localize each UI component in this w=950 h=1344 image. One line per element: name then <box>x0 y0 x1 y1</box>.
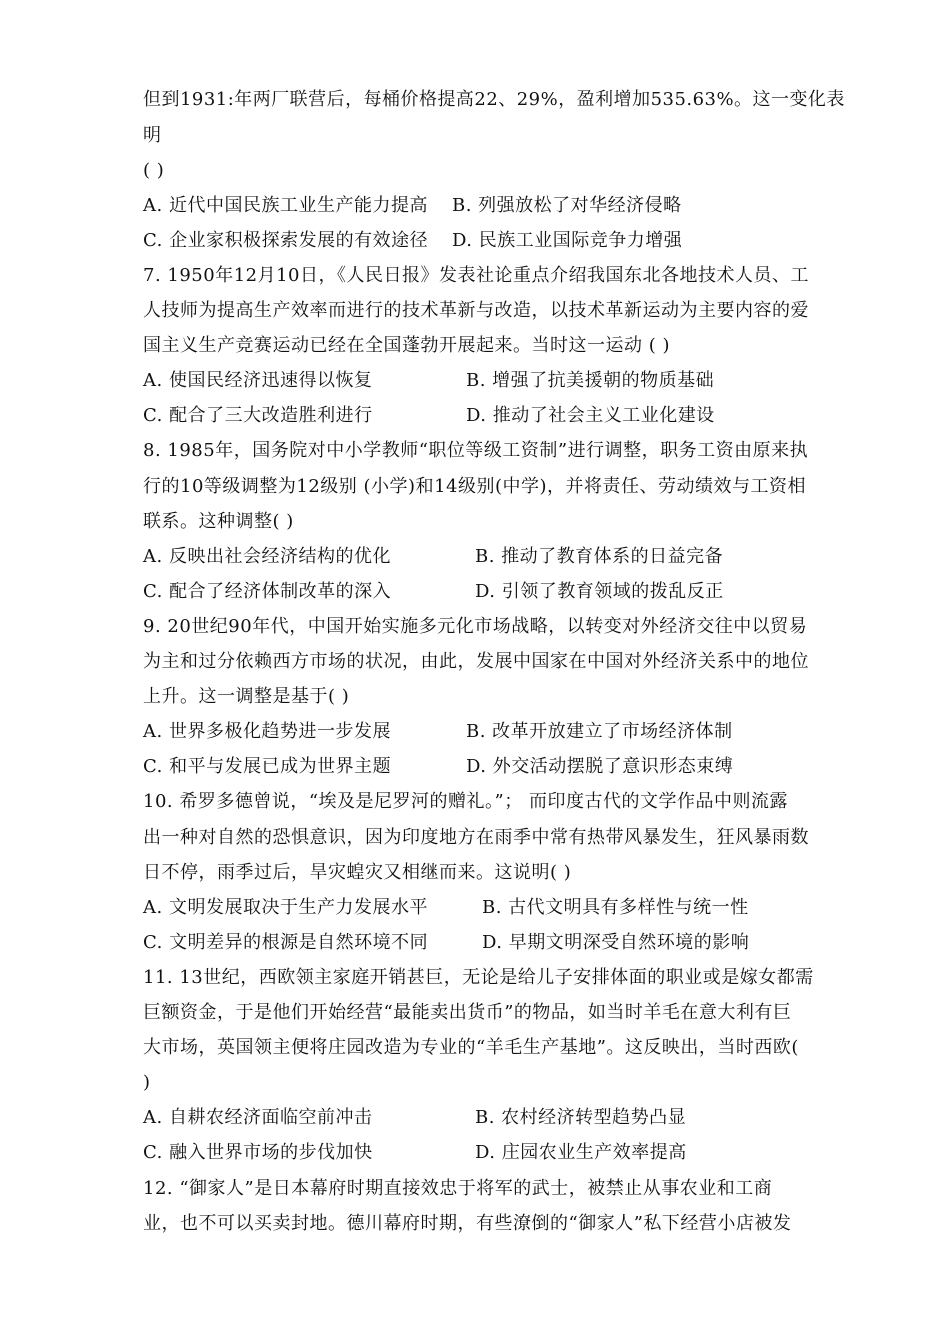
q11-option-d: D. 庄园农业生产效率提高 <box>475 1142 687 1163</box>
q6-option-c: C. 企业家积极探索发展的有效途径 <box>143 230 429 251</box>
q7-option-d: D. 推动了社会主义工业化建设 <box>466 405 715 426</box>
q6-option-a: A. 近代中国民族工业生产能力提高 <box>143 195 428 216</box>
q10-option-d: D. 早期文明深受自然环境的影响 <box>482 932 750 953</box>
q6-stem-line-1: 但到1931:年两厂联营后，每桶价格提高22、29%，盈利增加535.63%。这一变化表 <box>143 89 845 110</box>
q12-stem-line-2: 业，也不可以买卖封地。德川幕府时期，有些潦倒的“御家人”私下经营小店被发 <box>143 1213 792 1234</box>
q8-stem-line-1: 8. 1985年，国务院对中小学教师“职位等级工资制”进行调整，职务工资由原来执 <box>143 440 809 461</box>
q7-option-c: C. 配合了三大改造胜利进行 <box>143 405 373 426</box>
q7-option-a: A. 使国民经济迅速得以恢复 <box>143 370 373 391</box>
q10-option-a: A. 文明发展取决于生产力发展水平 <box>143 897 428 918</box>
q11-stem-line-1: 11. 13世纪，西欧领主家庭开销甚巨，无论是给儿子安排体面的职业或是嫁女都需 <box>143 967 814 988</box>
q9-option-d: D. 外交活动摆脱了意识形态束缚 <box>466 756 734 777</box>
q11-option-c: C. 融入世界市场的步伐加快 <box>143 1142 373 1163</box>
q11-stem-line-2: 巨额资金，于是他们开始经营“最能卖出货币”的物品，如当时羊毛在意大利有巨 <box>143 1002 792 1023</box>
q8-option-a: A. 反映出社会经济结构的优化 <box>143 546 391 567</box>
q8-option-d: D. 引领了教育领域的拨乱反正 <box>475 581 724 602</box>
q7-option-b: B. 增强了抗美援朝的物质基础 <box>466 370 715 391</box>
q6-option-b: B. 列强放松了对华经济侵略 <box>452 195 682 216</box>
q11-option-a: A. 自耕农经济面临空前冲击 <box>143 1107 373 1128</box>
q10-option-b: B. 古代文明具有多样性与统一性 <box>482 897 749 918</box>
q8-stem-line-3: 联系。这种调整( ) <box>143 511 294 532</box>
q7-stem-line-2: 人技师为提高生产效率而进行的技术革新与改造，以技术革新运动为主要内容的爱 <box>143 300 809 321</box>
q9-stem-line-2: 为主和过分依赖西方市场的状况，由此，发展中国家在中国对外经济关系中的地位 <box>143 651 809 672</box>
q9-stem-line-1: 9. 20世纪90年代，中国开始实施多元化市场战略，以转变对外经济交往中以贸易 <box>143 616 808 637</box>
q11-stem-line-3: 大市场，英国领主便将庄园改造为专业的“羊毛生产基地”。这反映出，当时西欧( <box>143 1037 799 1058</box>
q9-option-a: A. 世界多极化趋势进一步发展 <box>143 721 391 742</box>
q7-stem-line-1: 7. 1950年12月10日，《人民日报》发表社论重点介绍我国东北各地技术人员、工 <box>143 265 810 286</box>
q9-option-b: B. 改革开放建立了市场经济体制 <box>466 721 733 742</box>
q9-stem-line-3: 上升。这一调整是基于( ) <box>143 686 350 707</box>
q8-option-b: B. 推动了教育体系的日益完备 <box>475 546 724 567</box>
q10-stem-line-1: 10. 希罗多德曾说，“埃及是尼罗河的赠礼。”； 而印度古代的文学作品中则流露 <box>143 791 788 812</box>
q10-stem-line-2: 出一种对自然的恐惧意识，因为印度地方在雨季中常有热带风暴发生，狂风暴雨数 <box>143 827 809 848</box>
q6-option-d: D. 民族工业国际竞争力增强 <box>452 230 683 251</box>
q6-stem-line-2: 明 <box>143 125 162 146</box>
q9-option-c: C. 和平与发展已成为世界主题 <box>143 756 392 777</box>
q10-option-c: C. 文明差异的根源是自然环境不同 <box>143 932 429 953</box>
q12-stem-line-1: 12. “御家人”是日本幕府时期直接效忠于将军的武士，被禁止从事农业和工商 <box>143 1178 773 1199</box>
q8-stem-line-2: 行的10等级调整为12级别 (小学)和14级别(中学)，并将责任、劳动绩效与工资相 <box>143 476 807 497</box>
q11-option-b: B. 农村经济转型趋势凸显 <box>475 1107 687 1128</box>
q6-stem-line-3: ( ) <box>143 160 165 181</box>
q7-stem-line-3: 国主义生产竞赛运动已经在全国蓬勃开展起来。当时这一运动 ( ) <box>143 335 670 356</box>
q10-stem-line-3: 日不停，雨季过后，旱灾蝗灾又相继而来。这说明( ) <box>143 862 572 883</box>
q8-option-c: C. 配合了经济体制改革的深入 <box>143 581 392 602</box>
q11-stem-line-4: ) <box>143 1072 151 1093</box>
